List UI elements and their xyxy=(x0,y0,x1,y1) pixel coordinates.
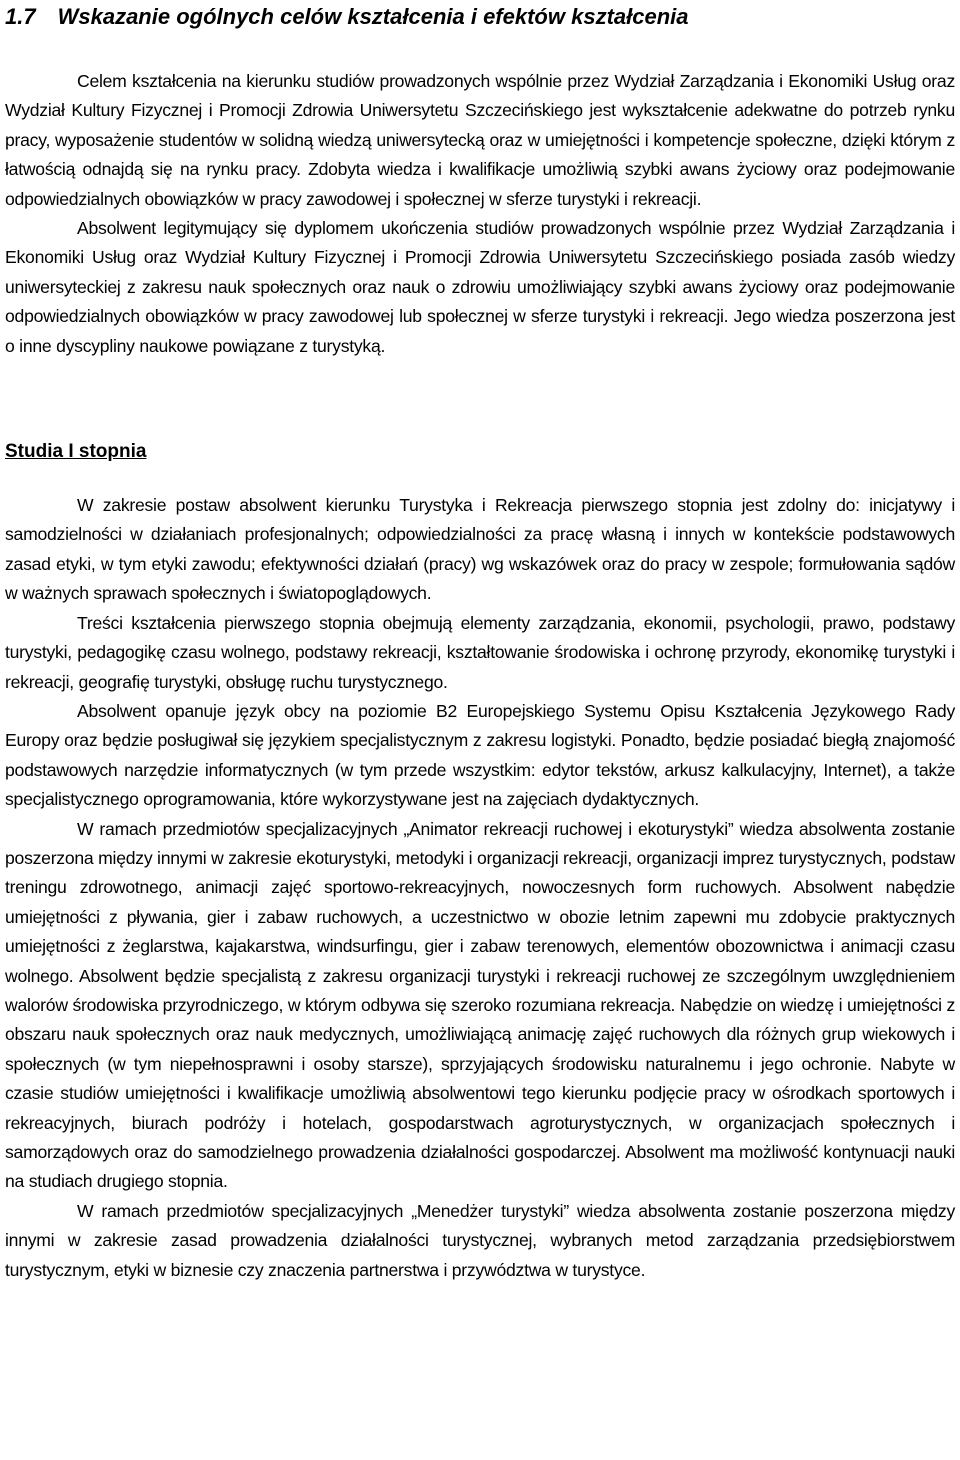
heading-number: 1.7 xyxy=(5,4,36,29)
section-heading xyxy=(5,0,955,32)
body-paragraph: Absolwent opanuje język obcy na poziomie B2 Europejskiego Systemu Opisu Kształcenia Językowego Rady Europy oraz będzie posługiwał się językiem specjalistycznym z zakresu logistyki. Ponadto, będzie posiadać biegłą znajomość podstawowych narzędzie informatycznych (w tym przede wszystkim: edytor tekstów, arkusz kalkulacyjny, Internet), a także specjalistycznego oprogramowania, które wykorzystywane jest na zajęciach dydaktycznych. xyxy=(5,700,955,810)
body-paragraph: W ramach przedmiotów specjalizacyjnych „Menedżer turystyki” wiedza absolwenta zostanie poszerzona między innymi w zakresie zasad prowadzenia działalności turystycznej, wybranych metod zarządzania przedsiębiorstwem turystycznym, etyki w biznesie czy znaczenia partnerstwa i przywództwa w turystyce. xyxy=(5,1200,955,1280)
intro-block xyxy=(5,67,955,361)
studia-section xyxy=(5,439,955,1285)
section-title: Studia I stopnia xyxy=(5,441,147,463)
body-paragraph: Treści kształcenia pierwszego stopnia obejmują elementy zarządzania, ekonomii, psychologii, prawo, podstawy turystyki, pedagogikę czasu wolnego, podstawy rekreacji, kształtowanie środowiska i ochronę przyrody, ekonomikę turystyki i rekreacji, geografię turystyki, obsługę ruchu turystycznego. xyxy=(5,612,955,692)
body-paragraph: W ramach przedmiotów specjalizacyjnych „Animator rekreacji ruchowej i ekoturystyki” wiedza absolwenta zostanie poszerzona między innymi w zakresie ekoturystyki, metodyki i organizacji rekreacji, organizacji imprez turystycznych, podstaw treningu zdrowotnego, animacji zajęć sportowo-rekreacyjnych, nowoczesnych form ruchowych. Absolwent nabędzie umiejętności z pływania, gier i zabaw ruchowych, a uczestnictwo w obozie letnim zapewni mu zdobycie praktycznych umiejętności z żeglarstwa, kajakarstwa, windsurfingu, gier i zabaw terenowych, elementów obozownictwa i animacji czasu wolnego. Absolwent będzie specjalistą z zakresu organizacji turystyki i rekreacji ruchowej ze szczególnym uwzględnieniem walorów środowiska przyrodniczego, w którym odbywa się szeroko rozumiana rekreacja. Nabędzie on wiedzę i umiejętności z obszaru nauk społecznych oraz nauk medycznych, umożliwiającą animację zajęć ruchowych dla różnych grup wiekowych i społecznych (w tym niepełnosprawni i osoby starsze), sprzyjających środowisku naturalnemu i jego ochronie. Nabyte w czasie studiów umiejętności i kwalifikacje umożliwią absolwentowi tego kierunku podjęcie pracy w ośrodkach sportowych i rekreacyjnych, biurach podróży i hotelach, gospodarstwach agroturystycznych, w organizacjach społecznych i samorządowych oraz do samodzielnego prowadzenia działalności gospodarczej. Absolwent ma możliwość kontynuacji nauki na studiach drugiego stopnia. xyxy=(5,818,955,1192)
intro-paragraph: Celem kształcenia na kierunku studiów prowadzonych wspólnie przez Wydział Zarządzania i Ekonomiki Usług oraz Wydział Kultury Fizycznej i Promocji Zdrowia Uniwersytetu Szczecińskiego jest wykształcenie adekwatne do potrzeb rynku pracy, wyposażenie studentów w solidną wiedzą uniwersytecką oraz w umiejętności i kompetencje społeczne, dzięki którym z łatwością odnajdą się na rynku pracy. Zdobyta wiedza i kwalifikacje umożliwią szybki awans życiowy oraz podejmowanie odpowiedzialnych obowiązków w pracy zawodowej i społecznej w sferze turystyki i rekreacji. xyxy=(5,71,955,209)
body-paragraph: W zakresie postaw absolwent kierunku Turystyka i Rekreacja pierwszego stopnia jest zdolny do: inicjatywy i samodzielności w działaniach profesjonalnych; odpowiedzialności za pracę własną i innych w kontekście podstawowych zasad etyki, w tym etyki zawodu; efektywności działań (pracy) wg wskazówek oraz do pracy w zespole; formułowania sądów w ważnych sprawach społecznych i światopoglądowych. xyxy=(5,495,955,604)
heading-title: Wskazanie ogólnych celów kształcenia i efektów kształcenia xyxy=(57,4,689,29)
document-page xyxy=(5,0,955,1285)
section-body xyxy=(5,491,955,1285)
intro-paragraph: Absolwent legitymujący się dyplomem ukończenia studiów prowadzonych wspólnie przez Wydział Zarządzania i Ekonomiki Usług oraz Wydział Kultury Fizycznej i Promocji Zdrowia Uniwersytetu Szczecińskiego posiada zasób wiedzy uniwersyteckiej z zakresu nauk społecznych oraz nauk o zdrowiu umożliwiający szybki awans życiowy oraz podejmowanie odpowiedzialnych obowiązków w pracy zawodowej lub społecznej w sferze turystyki i rekreacji. Jego wiedza poszerzona jest o inne dyscypliny naukowe powiązane z turystyką. xyxy=(5,218,955,356)
